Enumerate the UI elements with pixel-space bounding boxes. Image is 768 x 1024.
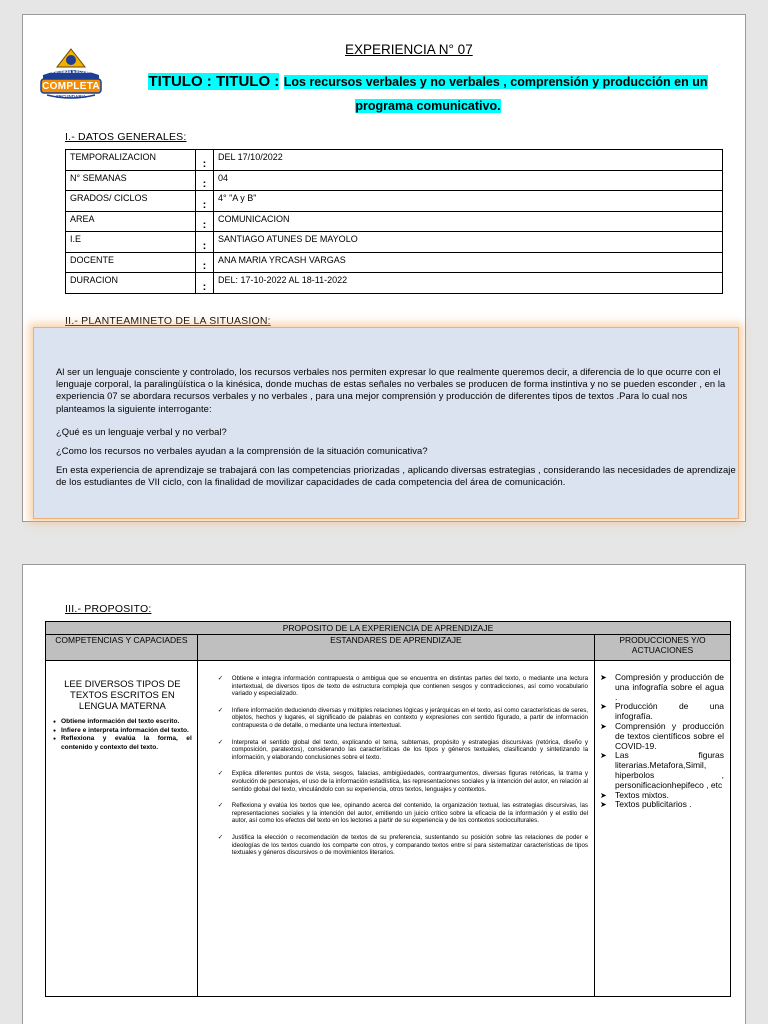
proposito-heading: III.- PROPOSITO: [65,603,152,615]
datos-separator: : [196,232,214,253]
col-header-estandares: ESTANDARES DE APRENDIZAJE [197,635,594,661]
situacion-question-2: ¿Como los recursos no verbales ayudan a la comprensión de la situación comunicativa? [56,445,428,456]
check-icon: ✓ [217,770,224,778]
datos-label: TEMPORALIZACION [66,150,196,171]
arrow-bullet-icon: ➤ [600,702,607,712]
producciones-cell [595,661,731,997]
arrow-bullet-icon: ➤ [600,800,607,810]
datos-label: AREA [66,211,196,232]
datos-row [66,211,723,232]
capacidad-item: ● Reflexiona y evalúa la forma, el contenido y contexto del texto. [53,735,192,752]
produccion-text: Compresión y producción de una infografía sobre el agua . [615,672,724,702]
datos-separator: : [196,273,214,294]
situacion-question-1: ¿Qué es un lenguaje verbal y no verbal? [56,426,227,437]
produccion-text: Textos publicitarios . [615,799,692,810]
datos-generales-table [65,149,723,294]
datos-generales-heading: I.- DATOS GENERALES: [65,131,187,143]
produccion-item [599,702,724,722]
estandar-item [204,675,588,698]
estandar-item [204,770,588,793]
produccion-item [599,673,724,702]
datos-value: DEL 17/10/2022 [214,150,723,171]
arrow-bullet-icon: ➤ [600,721,607,731]
datos-row [66,273,723,294]
datos-value: COMUNICACION [214,211,723,232]
estandar-text: Explica diferentes puntos de vista, sesgos, falacias, ambigüedades, contraargumentos, diversas figuras retóricas, la trama y evolución de personajes, el uso de la información estadística, las representaciones sociales y la intención del autor, en relación al sentido global del texto, vinculándolo con su experiencia, otros textos, lenguajes y contextos. [231,770,589,793]
check-icon: ✓ [217,738,224,746]
capacidad-item: ● Infiere e interpreta información del texto. [53,727,192,736]
datos-value: SANTIAGO ATUNES DE MAYOLO [214,232,723,253]
estandar-text: Justifica la elección o recomendación de textos de su preferencia, sustentando su posición sobre las relaciones de poder e ideologías de los textos cuando los comparte con otros, y comparando textos entre sí para sistematizar características de tipos textuales y géneros discursivos o de movimientos literarios. [231,833,589,857]
estandares-cell [197,661,594,997]
estandar-text: Interpreta el sentido global del texto, explicando el tema, subtemas, propósito y estrategias discursivas (retórica, diseño y composición, paratextos), considerando las características de los tipos y géneros textuales, clasificando y sintetizando la información, y elaborando conclusiones sobre el texto. [231,738,589,761]
datos-value: 04 [214,170,723,191]
arrow-bullet-icon: ➤ [600,673,607,682]
check-icon: ✓ [217,802,224,810]
titulo-text: Los recursos verbales y no verbales , comprensión y producción en un programa comunicativo. [283,75,708,113]
capacidad-item: ● Obtiene información del texto escrito. [53,718,192,727]
datos-label: N° SEMANAS [66,170,196,191]
situacion-paragraph-2: En esta experiencia de aprendizaje se trabajará con las competencias priorizadas , aplicando diversas estrategias , considerando las necesidades de aprendizaje de los estudiantes de VII ciclo, con la finalidad de movilizar capacidades de cada competencia del área de comunicación. [56,464,736,488]
producciones-list [599,673,724,810]
estandar-item [204,834,588,857]
page-2 [22,564,746,1024]
datos-label: DOCENTE [66,252,196,273]
produccion-text: Textos mixtos. [615,789,669,800]
logo-text-main: COMPLETA [42,81,100,92]
datos-row [66,191,723,212]
check-icon: ✓ [217,675,224,682]
datos-row [66,232,723,253]
datos-row [66,150,723,171]
estandar-text: Reflexiona y evalúa los textos que lee, opinando acerca del contenido, la organización textual, las estrategias discursivas, las representaciones sociales y la intención del autor, emitiendo un juicio crítico sobre la eficacia de la información y el estilo del autor, así como los efectos del texto en los lectores a partir de su experiencia y de los contextos socioculturales. [231,802,589,825]
arrow-bullet-icon: ➤ [600,751,607,761]
produccion-item [599,722,724,751]
datos-separator: : [196,211,214,232]
datos-separator: : [196,191,214,212]
titulo-label: TITULO : TITULO : [148,73,280,90]
titulo [133,70,723,118]
estandar-text: Obtiene e integra información contrapuesta o ambigua que se encuentra en distintas partes del texto, o mediante una lectura intertextual, de diversos tipos de texto de estructura compleja que contienen sesgos y contradicciones, así como vocabulario variado y especializado. [231,675,589,698]
situacion-heading: II.- PLANTEAMINETO DE LA SITUASION: [65,315,271,327]
produccion-item [599,800,724,810]
datos-value: ANA MARIA YRCASH VARGAS [214,252,723,273]
competencia-title: LEE DIVERSOS TIPOS DE TEXTOS ESCRITOS EN LENGUA MATERNA [64,679,181,712]
estandar-item [204,707,588,730]
datos-row [66,170,723,191]
produccion-text: Producción de una infografía. [615,701,724,722]
datos-row [66,252,723,273]
estandar-text: Infiere información deduciendo diversas y múltiples relaciones lógicas y jerárquicas en el texto, así como características de seres, objetos, hechos y lugares, el significado de palabras en contexto y expresiones con sentido figurado, a partir de información contrapuesta o de detalle, o mediante una lectura intertextual. [231,706,589,729]
produccion-item [599,751,724,790]
datos-label: DURACION [66,273,196,294]
situacion-paragraph-1: Al ser un lenguaje consciente y controlado, los recursos verbales nos permiten expresar lo que realmente queremos decir, a diferencia de lo que ocurre con el lenguaje corporal, la paralingüística o la kinésica, donde muchas de estas señales no verbales se producen de forma instintiva y no se pueden esconder , en la experiencia 07 se abordara recursos verbales y no verbales , para una mejor comprensión y producción de diferentes tipos de textos .Para lo cual nos planteamos la siguiente interrogante: [56,366,726,414]
produccion-text: Las figuras literarias.Metafora,Simil, hiperbolos , personificacionhepifeco , etc [615,750,724,790]
estandar-item [204,739,588,762]
produccion-text: Comprensión y producción de textos científicos sobre el COVID-19. [615,720,724,751]
datos-label: GRADOS/ CICLOS [66,191,196,212]
logo-text-bottom: SECUNDARIA [55,94,86,99]
proposito-table-title: PROPOSITO DE LA EXPERIENCIA DE APRENDIZAJE [46,622,731,635]
check-icon: ✓ [217,706,224,714]
page-1 [22,14,746,522]
datos-separator: : [196,150,214,171]
experience-title: EXPERIENCIA N° 07 [345,42,473,57]
datos-label: I.E [66,232,196,253]
situacion-box [33,327,739,519]
col-header-producciones: PRODUCCIONES Y/O ACTUACIONES [595,635,731,661]
school-logo [37,45,105,103]
datos-separator: : [196,170,214,191]
datos-value: 4° "A y B" [214,191,723,212]
logo-text-top: Jornada Escolar [51,69,91,75]
col-header-competencias: COMPETENCIAS Y CAPACIADES [46,635,198,661]
estandar-item [204,802,588,825]
check-icon: ✓ [217,833,224,841]
datos-value: DEL: 17-10-2022 AL 18-11-2022 [214,273,723,294]
competencias-cell [46,661,198,997]
datos-separator: : [196,252,214,273]
arrow-bullet-icon: ➤ [600,790,607,800]
proposito-table [45,621,731,997]
capacidades-list [53,718,192,752]
